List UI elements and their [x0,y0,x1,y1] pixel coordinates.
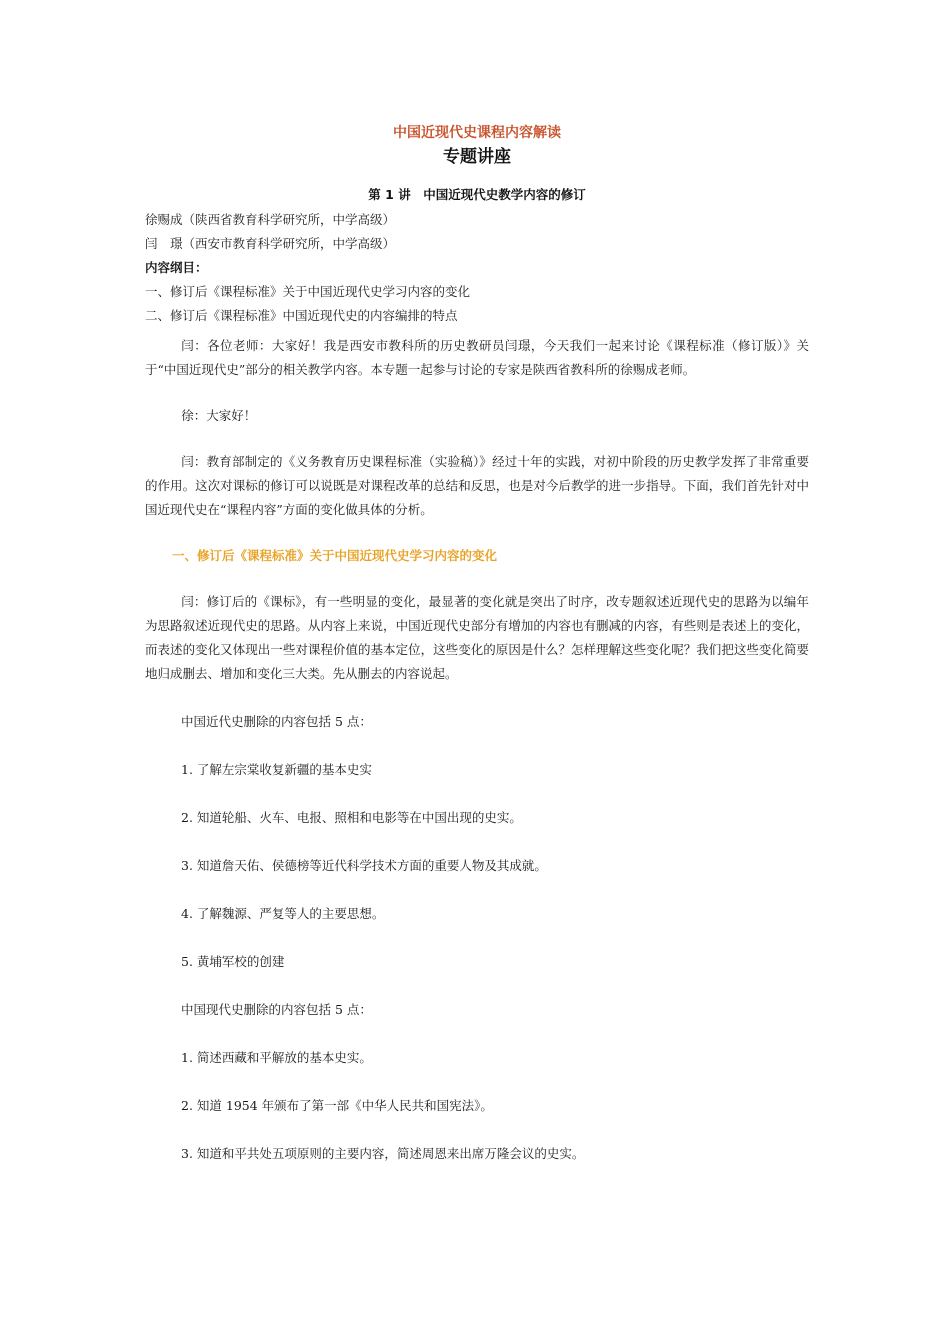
section-heading: 一、修订后《课程标准》关于中国近现代史学习内容的变化 [172,548,498,563]
list-item: 3. 知道詹天佑、侯德榜等近代科学技术方面的重要人物及其成就。 [181,858,547,873]
list-item: 4. 了解魏源、严复等人的主要思想。 [181,906,385,921]
lecture-heading: 第 1 讲 中国近现代史教学内容的修订 [368,187,586,202]
paragraph: 闫：修订后的《课标》，有一些明显的变化，最显著的变化就是突出了时序，改专题叙述近现代史的思路为以编年为思路叙述近现代史的思路。从内容上来说，中国近现代史部分有增加的内容也有删减的内容，有些则是表述上的变化，而表述的变化又体现出一些对课程价值的基本定位，这些变化的原因是什么？怎样理解这些变化呢？我们把这些变化简要地归成删去、增加和变化三大类。先从删去的内容说起。 [145,594,809,681]
document-subtitle: 专题讲座 [443,147,511,167]
document-body [145,124,809,1166]
outline-item: 二、修订后《课程标准》中国近现代史的内容编排的特点 [145,308,458,323]
list-label: 中国现代史删除的内容包括 5 点： [181,1002,372,1017]
list-item: 5. 黄埔军校的创建 [181,954,285,969]
list-item: 1. 简述西藏和平解放的基本史实。 [181,1050,372,1065]
list-item: 1. 了解左宗棠收复新疆的基本史实 [181,762,372,777]
author-line: 闫 璟（西安市教育科学研究所，中学高级） [145,236,396,251]
paragraph: 闫：教育部制定的《义务教育历史课程标准（实验稿）》经过十年的实践，对初中阶段的历史教学发挥了非常重要的作用。这次对课标的修订可以说既是对课程改革的总结和反思，也是对今后教学的进一步指导。下面，我们首先针对中国近现代史在“课程内容”方面的变化做具体的分析。 [145,454,809,517]
list-item: 2. 知道 1954 年颁布了第一部《中华人民共和国宪法》。 [181,1098,493,1113]
paragraph: 闫：各位老师：大家好！我是西安市教科所的历史教研员闫璟，今天我们一起来讨论《课程标准（修订版）》关于“中国近现代史”部分的相关教学内容。本专题一起参与讨论的专家是陕西省教科所的徐赐成老师。 [145,338,809,377]
outline-label: 内容纲目： [145,260,208,275]
document-title: 中国近现代史课程内容解读 [393,125,561,141]
outline-item: 一、修订后《课程标准》关于中国近现代史学习内容的变化 [145,284,471,299]
list-item: 2. 知道轮船、火车、电报、照相和电影等在中国出现的史实。 [181,810,522,825]
list-label: 中国近代史删除的内容包括 5 点： [181,714,372,729]
author-line: 徐赐成（陕西省教育科学研究所，中学高级） [145,212,396,227]
list-item: 3. 知道和平共处五项原则的主要内容，简述周恩来出席万隆会议的史实。 [181,1146,585,1161]
paragraph: 徐：大家好！ [181,408,257,423]
